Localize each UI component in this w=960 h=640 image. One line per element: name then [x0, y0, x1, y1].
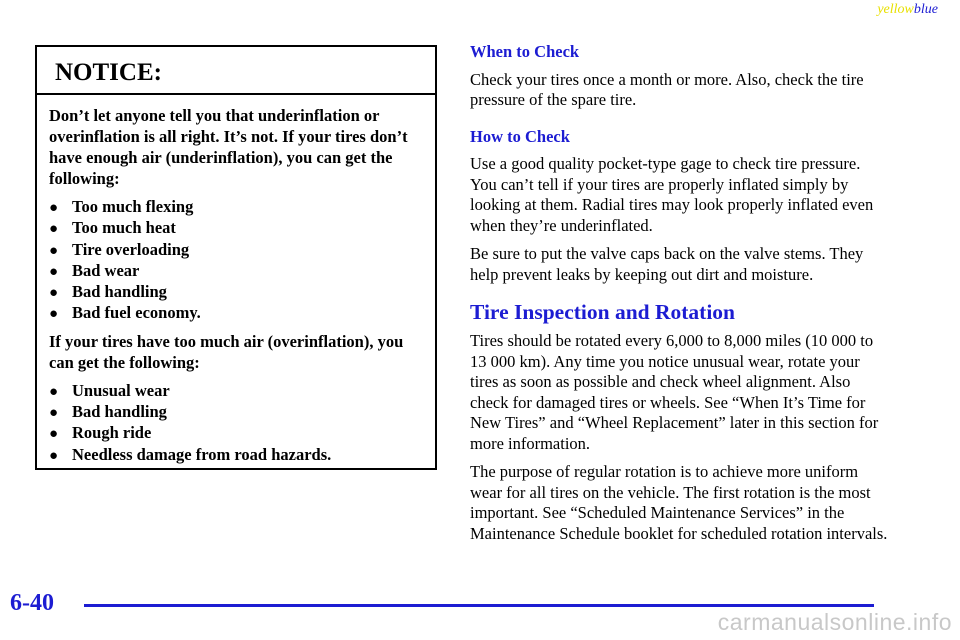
bullet-icon: ● [49, 221, 59, 238]
list-item-text: Too much heat [72, 218, 176, 238]
bullet-icon: ● [49, 200, 59, 216]
when-to-check-heading: When to Check [470, 42, 580, 61]
bullet-icon: ● [49, 426, 59, 443]
bullet-icon: ● [49, 306, 59, 323]
notice-middle: If your tires have too much air (overinflation), you can get the following: [49, 331, 404, 372]
list-item-text: Bad handling [72, 402, 167, 422]
right-column [470, 42, 890, 552]
bullet-icon: ● [49, 285, 59, 302]
footer-rule [84, 604, 874, 607]
list-item [49, 444, 423, 465]
section-title: Tire Inspection and Rotation [470, 300, 736, 324]
bullet-icon: ● [49, 447, 59, 464]
notice-intro: Don’t let anyone tell you that underinflation or overinflation is all right. It’s not. If your tires don’t have enough air (underinflation), you can get the following: [49, 106, 408, 188]
list-item-text: Bad fuel economy. [72, 303, 201, 323]
valve-caps-text: Be sure to put the valve caps back on the valve stems. They help prevent leaks by keeping out dirt and moisture. [470, 244, 864, 284]
rotation-purpose-text: The purpose of regular rotation is to achieve more uniform wear for all tires on the vehicle. The first rotation is the most important. See “Scheduled Maintenance Services” in the Maintenance Schedule booklet for scheduled rotation intervals. [470, 462, 888, 543]
list-item [49, 422, 423, 443]
list-item-text: Too much flexing [72, 197, 194, 216]
watermark: carmanualsonline.info [717, 609, 952, 635]
list-item-text: Rough ride [72, 423, 152, 443]
list-item [49, 217, 423, 238]
how-to-check-text: Use a good quality pocket-type gage to check tire pressure. You can’t tell if your tires are properly inflated simply by looking at them. Radial tires may look properly inflated even when they’re underinflated. [470, 154, 874, 235]
notice-title: NOTICE: [37, 47, 435, 95]
notice-body [37, 95, 435, 465]
list-item [49, 260, 423, 281]
blue-label: blue [913, 2, 938, 17]
list-item [49, 380, 423, 401]
bullet-icon: ● [49, 405, 59, 422]
notice-box [35, 45, 437, 470]
list-item-text: Bad handling [72, 282, 167, 302]
list-item [49, 239, 423, 260]
color-registration-label [877, 2, 938, 18]
how-to-check-heading: How to Check [470, 126, 570, 146]
list-item-text: Bad wear [72, 260, 140, 280]
list-item-text: Tire overloading [72, 239, 190, 259]
bullet-icon: ● [49, 242, 59, 259]
list-item-text: Needless damage from road hazards. [72, 444, 332, 464]
yellow-label: yellow [877, 2, 914, 17]
list-item-text: Unusual wear [72, 380, 170, 400]
list-item [49, 302, 423, 323]
rotation-text: Tires should be rotated every 6,000 to 8,000 miles (10 000 to 13 000 km). Any time you notice unusual wear, rotate your tires as soon as possible and check wheel alignment. Also check for damaged tires or wheels. See “When It’s Time for New Tires” and “Wheel Replacement” later in this section for more information. [470, 331, 879, 453]
bullet-icon: ● [49, 263, 59, 280]
list-item [49, 281, 423, 302]
list-item [49, 401, 423, 422]
bullet-icon: ● [49, 383, 59, 400]
page-number: 6-40 [10, 590, 54, 616]
when-to-check-text: Check your tires once a month or more. Also, check the tire pressure of the spare tire. [470, 69, 864, 109]
overinflation-list [49, 380, 423, 465]
underinflation-list [49, 196, 423, 324]
list-item [49, 196, 423, 217]
